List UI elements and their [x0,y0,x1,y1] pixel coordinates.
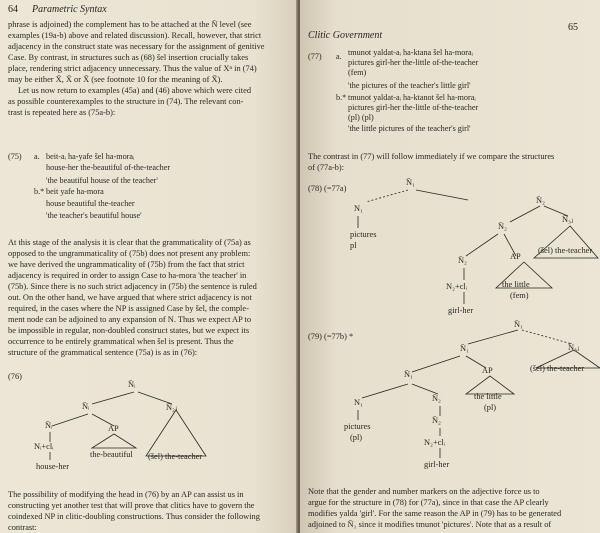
node-nbar-1-top: N̄₁ [514,320,523,329]
text-line: argue for the structure in (78) for (77a), since in that case the AP clearly [308,498,549,507]
leaf-fem: (fem) [510,291,529,300]
node-nbar-2-upper: N̄₂ [536,196,545,205]
leaf-girl-her: girl-her [448,306,474,315]
text-line: required, in the cases where the NP is assigned Case by šel, the comple- [8,304,249,313]
leaf-pl: pl [350,241,357,250]
node-nbar-1-upper: N̄₁ [460,344,469,353]
text-line: out. On the other hand, we have argued that where strict adjacency is not [8,293,252,302]
example-b-line1: tmunot yaldat-aᵢ ha-ktanot šel ha-moraᵢ [348,93,476,102]
right-page [300,0,600,533]
text-line: coindexed NP in clitic-doubling constructions. Thus consider the following [8,512,260,521]
node-ap: AP [510,252,521,261]
node-nbar-i-low: N̄ᵢ [45,421,53,430]
leaf-sel-the-teacher: (šel) the-teacher [538,246,593,255]
example-label: (77) [308,52,322,61]
leaf-pictures: pictures [350,230,377,239]
leaf-sel-the-teacher: (šel) the-teacher [148,452,203,461]
running-head-right: Clitic Government [308,30,383,41]
example-a-label: a. [336,52,342,61]
text-line: examples (19a-b) above and related discussion). Recall, however, that strict [8,31,262,40]
text-line: adjacency in the construct state was necessary for the assignment of genitive [8,42,265,51]
running-head-left: Parametric Syntax [32,4,107,15]
page-number-right: 65 [568,22,578,33]
node-nbar-2-low: N̄₂ [432,416,441,425]
leaf-pl-ap: (pl) [484,403,497,412]
text-line: opposed to the ungrammaticality of (75b) does not present any problem: [8,249,251,258]
node-n2-cl: N₂+clᵢ [424,438,446,447]
example-a-line2: pictures girl-her the-little of-the-teacher [348,58,479,67]
example-b-line2: house beautiful the-teacher [46,199,135,208]
example-a-translation: 'the beautiful house of the teacher' [46,176,158,185]
example-b-label: b.* [34,187,45,196]
node-nbar-1-mid: N̄₁ [404,370,413,379]
text-line: place, rendering strict adjacency unnecessary. Thus the value of Xⁿ in (74) [8,64,257,73]
leaf-pl: (pl) [350,433,363,442]
text-line: structure of the grammatical sentence (75a) is as in (76): [8,348,198,357]
tree-79-branches [300,0,600,533]
example-b-translation: 'the little pictures of the teacher's girl' [348,124,471,133]
left-page [0,0,298,533]
text-line: At this stage of the analysis it is clear that the grammaticality of (75a) as [8,238,251,247]
text-line: we have derived the ungrammaticality of (75b) from the fact that strict [8,260,245,269]
node-nbar-2-low: N̄₂ [458,256,467,265]
example-a-label: a. [34,152,40,161]
tree-label: (79) (=77b) * [308,332,354,341]
tree-label: (78) (=77a) [308,184,347,193]
example-a-translation: 'the pictures of the teacher's little girl' [348,81,471,90]
leaf-the-beautiful: the-beautiful [90,450,133,459]
node-nbar-3j: N̄₃ⱼ [562,215,574,224]
text-line: contrast: [8,523,37,532]
tree-label: (76) [8,372,22,381]
node-n1: N₁ [354,398,363,407]
text-line: Case. By contrast, in structures such as (68) šel insertion crucially takes [8,53,249,62]
example-a-line2: house-her the-beautiful of-the-teacher [46,163,171,172]
text-line: adjoined to N̄₁ since it modifies tmunot 'pictures'. Note that as a result of [308,520,552,529]
example-b-line3: (pl) (pl) [348,113,374,122]
example-b-translation: 'the teacher's beautiful house' [46,211,142,220]
node-nbar-3j: N̄₃ⱼ [568,343,580,352]
text-line: Let us now return to examples (45a) and (46) above which were cited [18,86,252,95]
example-a-line3: (fem) [348,68,367,77]
text-line: as possible counterexamples to the structure in (74). The relevant con- [8,97,244,106]
text-line: The possibility of modifying the head in (76) by an AP can assist us in [8,490,244,499]
leaf-girl-her: girl-her [424,460,450,469]
text-line: of (77a-b): [308,163,345,172]
example-a-line1: beit-aᵢ ha-yafe šel ha-moraᵢ [46,152,135,161]
text-line: adjacency is required in order to assign Case to ha-mora 'the teacher' in [8,271,247,280]
text-line: trast is repeated here as (75a-b): [8,108,116,117]
text-line: ment node can be adjoined to any expansion of N. Thus we expect AP to [8,315,252,324]
node-n1: N₁ [354,204,363,213]
example-b-line2: pictures girl-her the-little of-the-teacher [348,103,479,112]
text-line: Note that the gender and number markers on the adjective force us to [308,487,540,496]
node-nbar-1-top: N̄₁ [406,178,415,187]
text-line: be impossible in regular, non-doubled construct states, but we expect its [8,326,250,335]
text-line: phrase is adjoined) the complement has to be attached at the N̄ level (see [8,20,252,29]
text-line: may be either X̄, X̄ or X̄ (see footnote 10 for the meaning of X̄). [8,75,223,84]
page-number-left: 64 [8,4,18,15]
text-line: (75b). Since there is no such strict adjacency in (75b) the sentence is ruled [8,282,257,291]
example-b-label: b.* [336,93,347,102]
node-nbar-2-upper: N̄₂ [432,394,441,403]
node-nbar-i-mid: N̄ᵢ [82,402,90,411]
leaf-sel-the-teacher: (šel) the-teacher [530,364,585,373]
example-a-line1: tmunot yaldat-aᵢ ha-ktana šel ha-moraᵢ [348,48,473,57]
text-line: occurrence to be entirely grammatical when šel is present. Thus the [8,337,234,346]
example-label: (75) [8,152,22,161]
node-ap: AP [482,366,493,375]
node-nbar-2-mid: N̄₂ [498,222,507,231]
text-line: constructing yet another test that will prove that clitics have to govern the [8,501,255,510]
node-ap: AP [108,424,119,433]
leaf-pictures: pictures [344,422,371,431]
node-n-cl: Nᵢ+clᵢ [34,442,54,451]
node-nbar-i-top: N̄ᵢ [128,380,136,389]
node-n2-cl: N₂+clᵢ [446,282,468,291]
leaf-house-her: house-her [36,462,70,471]
node-nbar-2j: N̄₂ⱼ [166,403,178,412]
leaf-the-little: the little [502,280,530,289]
leaf-the-little: the little [474,392,502,401]
text-line: The contrast in (77) will follow immediately if we compare the structures [308,152,555,161]
example-b-line1: beit yafe ha-mora [46,187,104,196]
text-line: modifies yalda 'girl'. For the same reason the AP in (79) has to be generated [308,509,562,518]
